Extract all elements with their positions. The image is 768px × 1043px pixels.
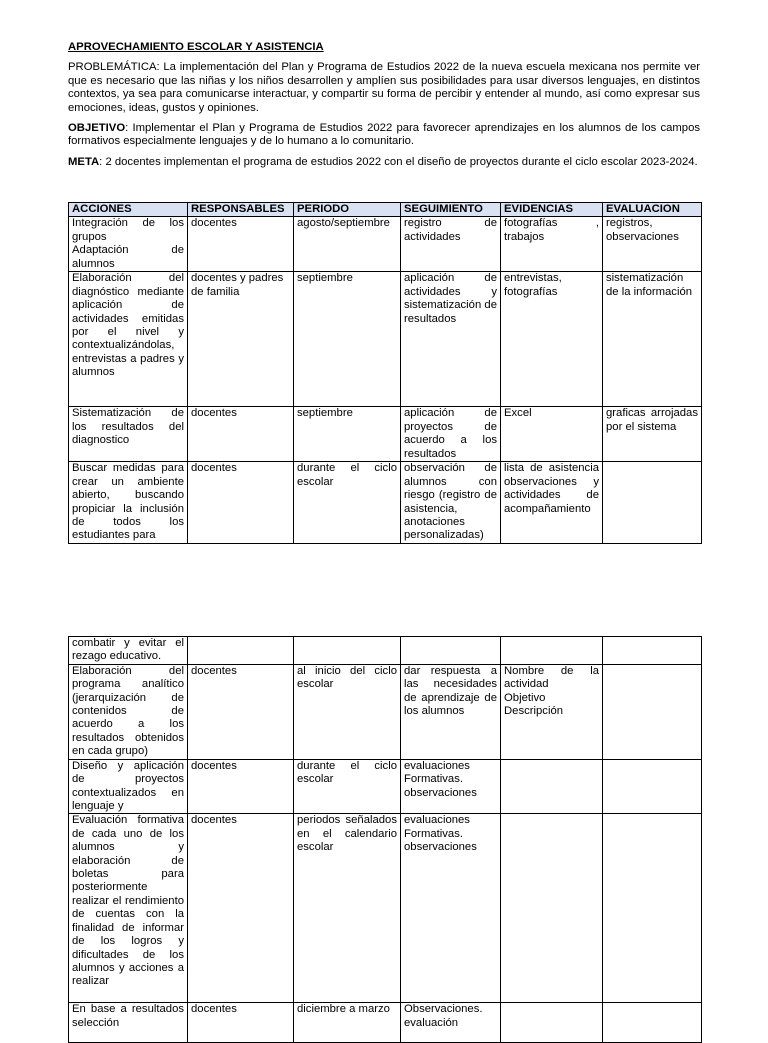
cell-acciones: Elaboración del diagnóstico mediante aplicación de actividades emitidas por el nivel y contextualizándolas, entrevistas a padres y alumnos	[69, 272, 188, 407]
cell-responsables: docentes	[188, 462, 294, 543]
cell-responsables	[188, 637, 294, 665]
table-row	[69, 462, 702, 543]
cell-responsables: docentes	[188, 814, 294, 1003]
cell-seguimiento: evaluaciones Formativas. observaciones	[401, 759, 501, 814]
cell-evaluacion: sistematización de la información	[603, 272, 702, 407]
cell-evidencias	[501, 759, 603, 814]
meta-label: META	[68, 155, 100, 168]
table-row	[69, 272, 702, 407]
cell-evidencias: Nombre de la actividad Objetivo Descripción	[501, 664, 603, 759]
document-title: APROVECHAMIENTO ESCOLAR Y ASISTENCIA	[68, 41, 324, 53]
cell-periodo: al inicio del ciclo escolar	[294, 664, 401, 759]
cell-evaluacion	[603, 664, 702, 759]
cell-evaluacion	[603, 1003, 702, 1043]
cell-evidencias: Excel	[501, 407, 603, 462]
table-row	[69, 814, 702, 1003]
cell-evaluacion	[603, 814, 702, 1003]
cell-evidencias: fotografías , trabajos	[501, 217, 603, 272]
cell-acciones: Integración de los grupos Adaptación de alumnos	[69, 217, 188, 272]
cell-acciones: combatir y evitar el rezago educativo.	[69, 637, 188, 665]
cell-responsables: docentes	[188, 759, 294, 814]
header-evaluacion: EVALUACION	[603, 203, 702, 217]
table-header-row	[69, 203, 702, 217]
cell-evaluacion: graficas arrojadas por el sistema	[603, 407, 702, 462]
cell-evaluacion	[603, 462, 702, 543]
problematica-label: PROBLEMÁTICA:	[68, 61, 160, 74]
cell-periodo: septiembre	[294, 272, 401, 407]
cell-periodo: durante el ciclo escolar	[294, 462, 401, 543]
cell-evaluacion	[603, 637, 702, 665]
cell-periodo: durante el ciclo escolar	[294, 759, 401, 814]
objetivo-paragraph	[68, 122, 700, 149]
problematica-paragraph	[68, 61, 700, 115]
meta-paragraph	[68, 156, 700, 169]
cell-evaluacion	[603, 759, 702, 814]
cell-responsables: docentes	[188, 217, 294, 272]
cell-evaluacion: registros, observaciones	[603, 217, 702, 272]
objetivo-text: : Implementar el Plan y Programa de Estudios 2022 para favorecer aprendizajes en los alumnos de los campos formativos especialmente lenguajes y de lo humano a lo comunitario.	[68, 122, 700, 148]
document-header	[68, 41, 700, 176]
cell-evidencias	[501, 637, 603, 665]
cell-responsables: docentes y padres de familia	[188, 272, 294, 407]
cell-seguimiento: dar respuesta a las necesidades de aprendizaje de los alumnos	[401, 664, 501, 759]
cell-periodo: septiembre	[294, 407, 401, 462]
table-row	[69, 407, 702, 462]
cell-acciones: En base a resultados selección	[69, 1003, 188, 1043]
actions-table-page2	[68, 636, 702, 1043]
cell-evidencias	[501, 814, 603, 1003]
cell-acciones: Buscar medidas para crear un ambiente abierto, buscando propiciar la inclusión de todos los estudiantes para	[69, 462, 188, 543]
table-row	[69, 664, 702, 759]
table-row	[69, 217, 702, 272]
actions-table-page1	[68, 202, 702, 544]
header-acciones: ACCIONES	[69, 203, 188, 217]
header-seguimiento: SEGUIMIENTO	[401, 203, 501, 217]
problematica-text: La implementación del Plan y Programa de Estudios 2022 de la nueva escuela mexicana nos permite ver que es necesario que las niñas y los niños desarrollen y amplíen sus posibilidades para usar diversos lenguajes, en distintos contextos, ya sea para comunicarse interactuar, y compartir su forma de percibir y entender al mundo, así como expresar sus emociones, ideas, gustos y opiniones.	[68, 61, 700, 114]
cell-responsables: docentes	[188, 1003, 294, 1043]
cell-seguimiento: aplicación de actividades y sistematización de resultados	[401, 272, 501, 407]
cell-responsables: docentes	[188, 664, 294, 759]
cell-evidencias	[501, 1003, 603, 1043]
cell-seguimiento: evaluaciones Formativas. observaciones	[401, 814, 501, 1003]
cell-acciones: Evaluación formativa de cada uno de los alumnos y elaboración de boletas para posteriormente realizar el rendimiento de cuentas con la finalidad de informar de los logros y dificultades de los alumnos y acciones a realizar	[69, 814, 188, 1003]
cell-seguimiento: observación de alumnos con riesgo (registro de asistencia, anotaciones personalizadas)	[401, 462, 501, 543]
table-row	[69, 637, 702, 665]
cell-evidencias: entrevistas, fotografías	[501, 272, 603, 407]
cell-periodo: periodos señalados en el calendario escolar	[294, 814, 401, 1003]
cell-seguimiento: registro de actividades	[401, 217, 501, 272]
header-evidencias: EVIDENCIAS	[501, 203, 603, 217]
cell-seguimiento: aplicación de proyectos de acuerdo a los resultados	[401, 407, 501, 462]
table-row	[69, 1003, 702, 1043]
cell-seguimiento	[401, 637, 501, 665]
header-responsables: RESPONSABLES	[188, 203, 294, 217]
cell-acciones: Diseño y aplicación de proyectos contextualizados en lenguaje y	[69, 759, 188, 814]
cell-responsables: docentes	[188, 407, 294, 462]
cell-acciones: Sistematización de los resultados del diagnostico	[69, 407, 188, 462]
cell-periodo	[294, 637, 401, 665]
table-row	[69, 759, 702, 814]
cell-periodo: agosto/septiembre	[294, 217, 401, 272]
cell-periodo: diciembre a marzo	[294, 1003, 401, 1043]
cell-acciones: Elaboración del programa analítico (jerarquización de contenidos de acuerdo a los resultados obtenidos en cada grupo)	[69, 664, 188, 759]
objetivo-label: OBJETIVO	[68, 122, 126, 135]
cell-seguimiento: Observaciones. evaluación	[401, 1003, 501, 1043]
meta-text: : 2 docentes implementan el programa de estudios 2022 con el diseño de proyectos durante el ciclo escolar 2023-2024.	[99, 155, 698, 168]
cell-evidencias: lista de asistencia observaciones y actividades de acompañamiento	[501, 462, 603, 543]
header-periodo: PERIODO	[294, 203, 401, 217]
